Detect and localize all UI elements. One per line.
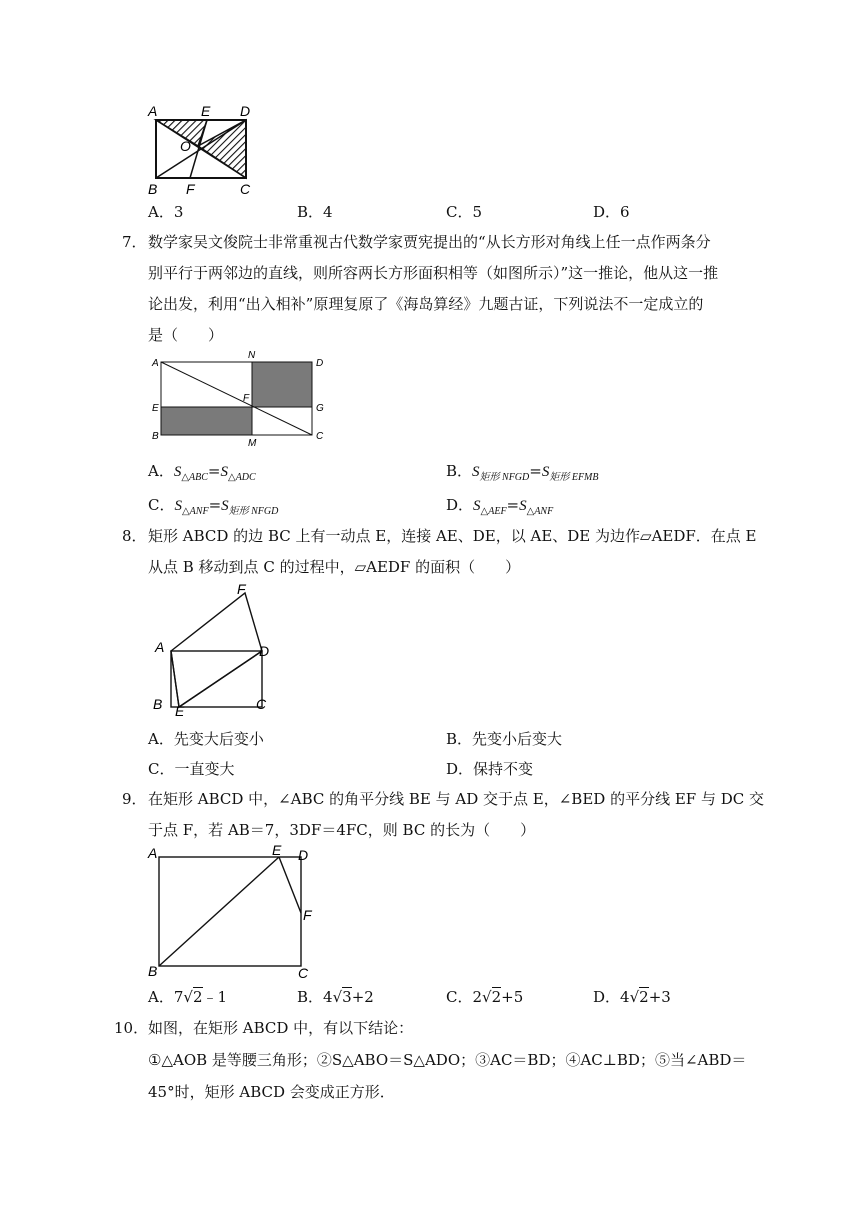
q7-option-d[interactable]: D．$S_{\triangle AEF}=S_{\triangle ANF}$ bbox=[446, 496, 554, 517]
q6-label-d: D bbox=[240, 103, 251, 119]
q7-text-line-1: 数学家吴文俊院士非常重视古代数学家贾宪提出的“从长方形对角线上任一点作两条分 bbox=[148, 233, 711, 251]
q9-option-b[interactable]: B．4√3+2 bbox=[297, 988, 374, 1006]
sqrt-icon: √ bbox=[482, 988, 492, 1006]
q8-label-f: F bbox=[237, 581, 246, 597]
q7-number: 7． bbox=[122, 233, 147, 251]
q8-number: 8． bbox=[122, 527, 147, 545]
q8-label-b: B bbox=[153, 696, 163, 712]
q7-option-a[interactable]: A．$S_{\triangle ABC}=S_{\triangle ADC}$ bbox=[148, 462, 256, 483]
q9-label-e: E bbox=[272, 842, 282, 858]
q6-label-f: F bbox=[186, 181, 195, 197]
q8-option-c[interactable]: C．一直变大 bbox=[148, 760, 235, 778]
q7-label-c: C bbox=[316, 431, 324, 442]
q9-label-b: B bbox=[148, 963, 158, 979]
q7-option-b[interactable]: B．$S_{矩形 NFGD}=S_{矩形 EFMB}$ bbox=[446, 462, 599, 483]
q10-text-line-1: 如图，在矩形 ABCD 中，有以下结论： bbox=[148, 1019, 414, 1037]
q7-diagram bbox=[145, 350, 335, 450]
q6-label-o: O bbox=[180, 138, 191, 154]
sqrt-icon: √ bbox=[629, 988, 640, 1006]
q7-label-b: B bbox=[152, 431, 159, 442]
q9-label-d: D bbox=[298, 847, 309, 863]
q6-diagram bbox=[140, 98, 270, 198]
q6-label-c: C bbox=[240, 181, 251, 197]
q6-option-c[interactable]: C．5 bbox=[446, 203, 483, 221]
q9-text-line-2: 于点 F，若 AB＝7，3DF＝4FC，则 BC 的长为（ ） bbox=[148, 821, 536, 839]
q9-option-d[interactable]: D．4√2+3 bbox=[593, 988, 671, 1006]
q9-number: 9． bbox=[122, 790, 147, 808]
q6-option-d[interactable]: D．6 bbox=[593, 203, 630, 221]
q8-option-b[interactable]: B．先变小后变大 bbox=[446, 730, 563, 748]
q8-label-d: D bbox=[259, 643, 270, 659]
q7-label-f: F bbox=[243, 393, 250, 404]
q7-label-m: M bbox=[248, 438, 257, 449]
q7-label-n: N bbox=[248, 350, 256, 361]
q6-label-a: A bbox=[148, 103, 158, 119]
q7-label-g: G bbox=[316, 403, 324, 414]
q7-text-line-2: 别平行于两邻边的直线，则所容两长方形面积相等（如图所示）”这一推论，他从这一推 bbox=[148, 264, 719, 282]
q10-number: 10． bbox=[114, 1019, 149, 1037]
q9-text-line-1: 在矩形 ABCD 中，∠ABC 的角平分线 BE 与 AD 交于点 E，∠BED 的平分线 EF 与 DC 交 bbox=[148, 790, 765, 808]
q8-label-a: A bbox=[155, 639, 165, 655]
q9-diagram bbox=[140, 840, 330, 985]
q8-option-a[interactable]: A．先变大后变小 bbox=[148, 730, 264, 748]
q8-label-e: E bbox=[175, 703, 185, 719]
q7-shaded-nfgd bbox=[252, 362, 312, 407]
q6-label-e: E bbox=[201, 103, 211, 119]
q7-shaded-efmb bbox=[161, 407, 252, 435]
q10-text-line-3: 45°时，矩形 ABCD 会变成正方形． bbox=[148, 1083, 395, 1101]
q9-label-f: F bbox=[303, 907, 312, 923]
q8-option-d[interactable]: D．保持不变 bbox=[446, 760, 534, 778]
q6-option-b[interactable]: B．4 bbox=[297, 203, 333, 221]
q8-diagram bbox=[145, 580, 285, 720]
q7-text-line-4: 是（ ） bbox=[148, 326, 224, 344]
q6-label-b: B bbox=[148, 181, 158, 197]
q9-rectangle bbox=[159, 857, 301, 966]
q7-option-c[interactable]: C．$S_{\triangle ANF}=S_{矩形 NFGD}$ bbox=[148, 496, 279, 517]
q7-label-e: E bbox=[152, 403, 159, 414]
q7-label-a: A bbox=[152, 358, 159, 369]
q7-label-d: D bbox=[316, 358, 324, 369]
q9-label-a: A bbox=[148, 845, 158, 861]
q10-text-line-2: ①△AOB 是等腰三角形；②S△ABO＝S△ADO；③AC＝BD；④AC⊥BD；⑤当∠ABD＝ bbox=[148, 1051, 747, 1069]
q6-option-a[interactable]: A．3 bbox=[148, 203, 184, 221]
q7-text-line-3: 论出发，利用“出入相补”原理复原了《海岛算经》九题古证，下列说法不一定成立的 bbox=[148, 295, 704, 313]
q9-label-c: C bbox=[298, 965, 309, 981]
q9-option-c[interactable]: C．2√2+5 bbox=[446, 988, 524, 1006]
q8-label-c: C bbox=[256, 696, 267, 712]
sqrt-icon: √ bbox=[332, 988, 343, 1006]
q8-text-line-2: 从点 B 移动到点 C 的过程中，▱AEDF 的面积（ ） bbox=[148, 558, 521, 576]
q9-option-a[interactable]: A．7√2﹣1 bbox=[148, 988, 228, 1006]
q8-text-line-1: 矩形 ABCD 的边 BC 上有一动点 E，连接 AE、DE，以 AE、DE 为边作▱AEDF．在点 E bbox=[148, 527, 757, 545]
sqrt-icon: √ bbox=[183, 988, 193, 1006]
